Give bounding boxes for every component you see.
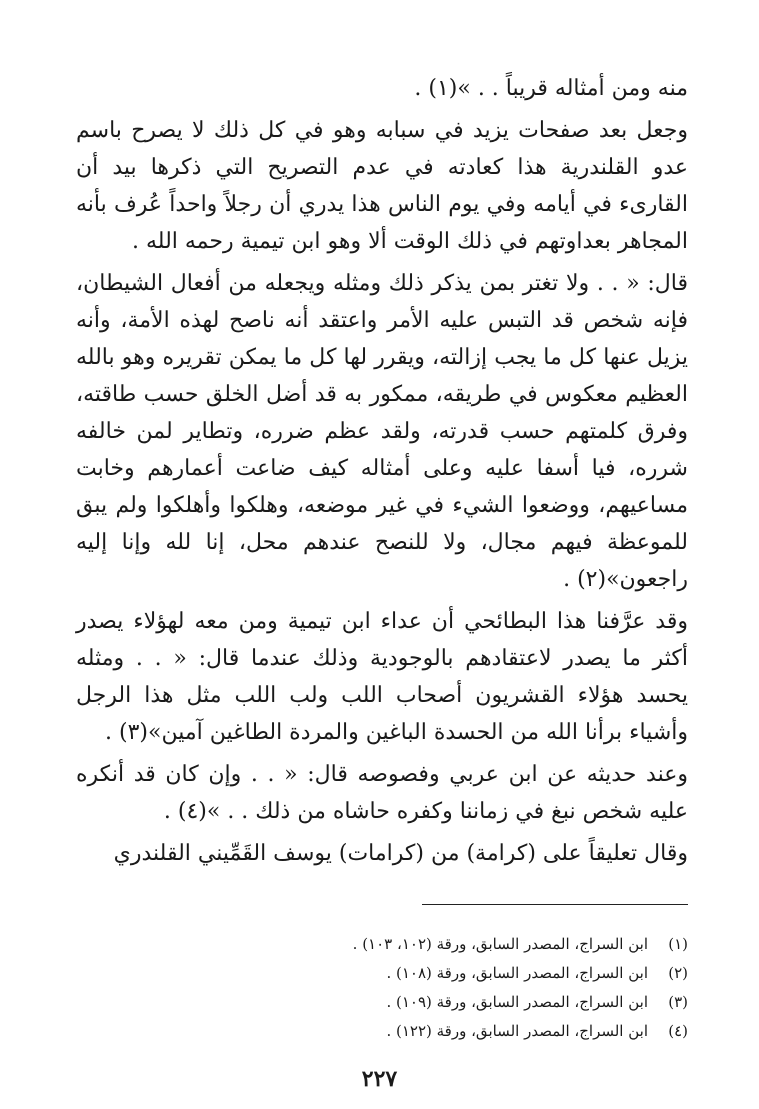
paragraph-2: وجعل بعد صفحات يزيد في سبابه وهو في كل ذلك لا يصرح باسم عدو القلندرية هذا كعادته في عدم التصريح التي ذكرها بيد أن القارىء في أيامه وفي يوم الناس هذا يدري أن رجلاً واحداً عُرف بأنه المجاهر بعداوتهم في ذلك الوقت ألا وهو ابن تيمية رحمه الله . xyxy=(76,118,688,254)
page-number: ٢٢٧ xyxy=(361,1066,398,1092)
paragraph-6: وقال تعليقاً على (كرامة) من (كرامات) يوسف القَمِّيني القلندري xyxy=(113,841,688,866)
footnote-number: (١) xyxy=(668,935,688,953)
paragraph-1: منه ومن أمثاله قريباً . . »(١) . xyxy=(414,76,688,101)
footnote-2 xyxy=(76,959,688,988)
footnote-text: ابن السراج، المصدر السابق، ورقة (١٠٨) . xyxy=(386,964,648,982)
footnote-4 xyxy=(76,1017,688,1046)
footnote-divider xyxy=(422,904,688,905)
footnote-text: ابن السراج، المصدر السابق، ورقة (١٠٩) . xyxy=(386,993,648,1011)
footnote-1 xyxy=(76,930,688,959)
footnote-number: (٤) xyxy=(668,1022,688,1040)
main-text xyxy=(76,70,688,872)
footnote-number: (٢) xyxy=(668,964,688,982)
footnote-number: (٣) xyxy=(668,993,688,1011)
footnotes xyxy=(76,930,688,1046)
paragraph-4: وقد عرَّفنا هذا البطائحي أن عداء ابن تيمية ومن معه لهؤلاء يصدر أكثر ما يصدر لاعتقادهم بالوجودية وذلك عندما قال: « . . ومثله يحسد هؤلاء القشريون أصحاب اللب ولب اللب مثل هذا الرجل وأشياء برأنا الله من الحسدة الباغين والمردة الطاغين آمين»(٣) . xyxy=(76,609,688,745)
footnote-text: ابن السراج، المصدر السابق، ورقة (١٠٢، ١٠٣) . xyxy=(352,935,648,953)
paragraph-3: قال: « . . ولا تغتر بمن يذكر ذلك ومثله ويجعله من أفعال الشيطان، فإنه شخص قد التبس عليه الأمر واعتقد أنه ناصح لهذه الأمة، وأنه يزيل عنها كل ما يجب إزالته، ويقرر لها كل ما يمكن تقريره وهو بالله العظيم معكوس في طريقه، ممكور به قد أضل الخلق حسب طاقته، وفرق كلمتهم حسب قدرته، ولقد عظم ضرره، وتطاير لمن خالفه شرره، فيا أسفا عليه وعلى أمثاله كيف ضاعت أعمارهم وخابت مساعيهم، ووضعوا الشيء في غير موضعه، وهلكوا وأهلكوا ولم يبق للموعظة فيهم مجال، ولا للنصح عندهم محل، إنا لله وإنا إليه راجعون»(٢) . xyxy=(76,271,688,592)
footnote-text: ابن السراج، المصدر السابق، ورقة (١٢٢) . xyxy=(386,1022,648,1040)
page-body xyxy=(76,70,688,877)
paragraph-5: وعند حديثه عن ابن عربي وفصوصه قال: « . . وإن كان قد أنكره عليه شخص نبغ في زماننا وكفره حاشاه من ذلك . . »(٤) . xyxy=(76,762,688,824)
footnote-3 xyxy=(76,988,688,1017)
